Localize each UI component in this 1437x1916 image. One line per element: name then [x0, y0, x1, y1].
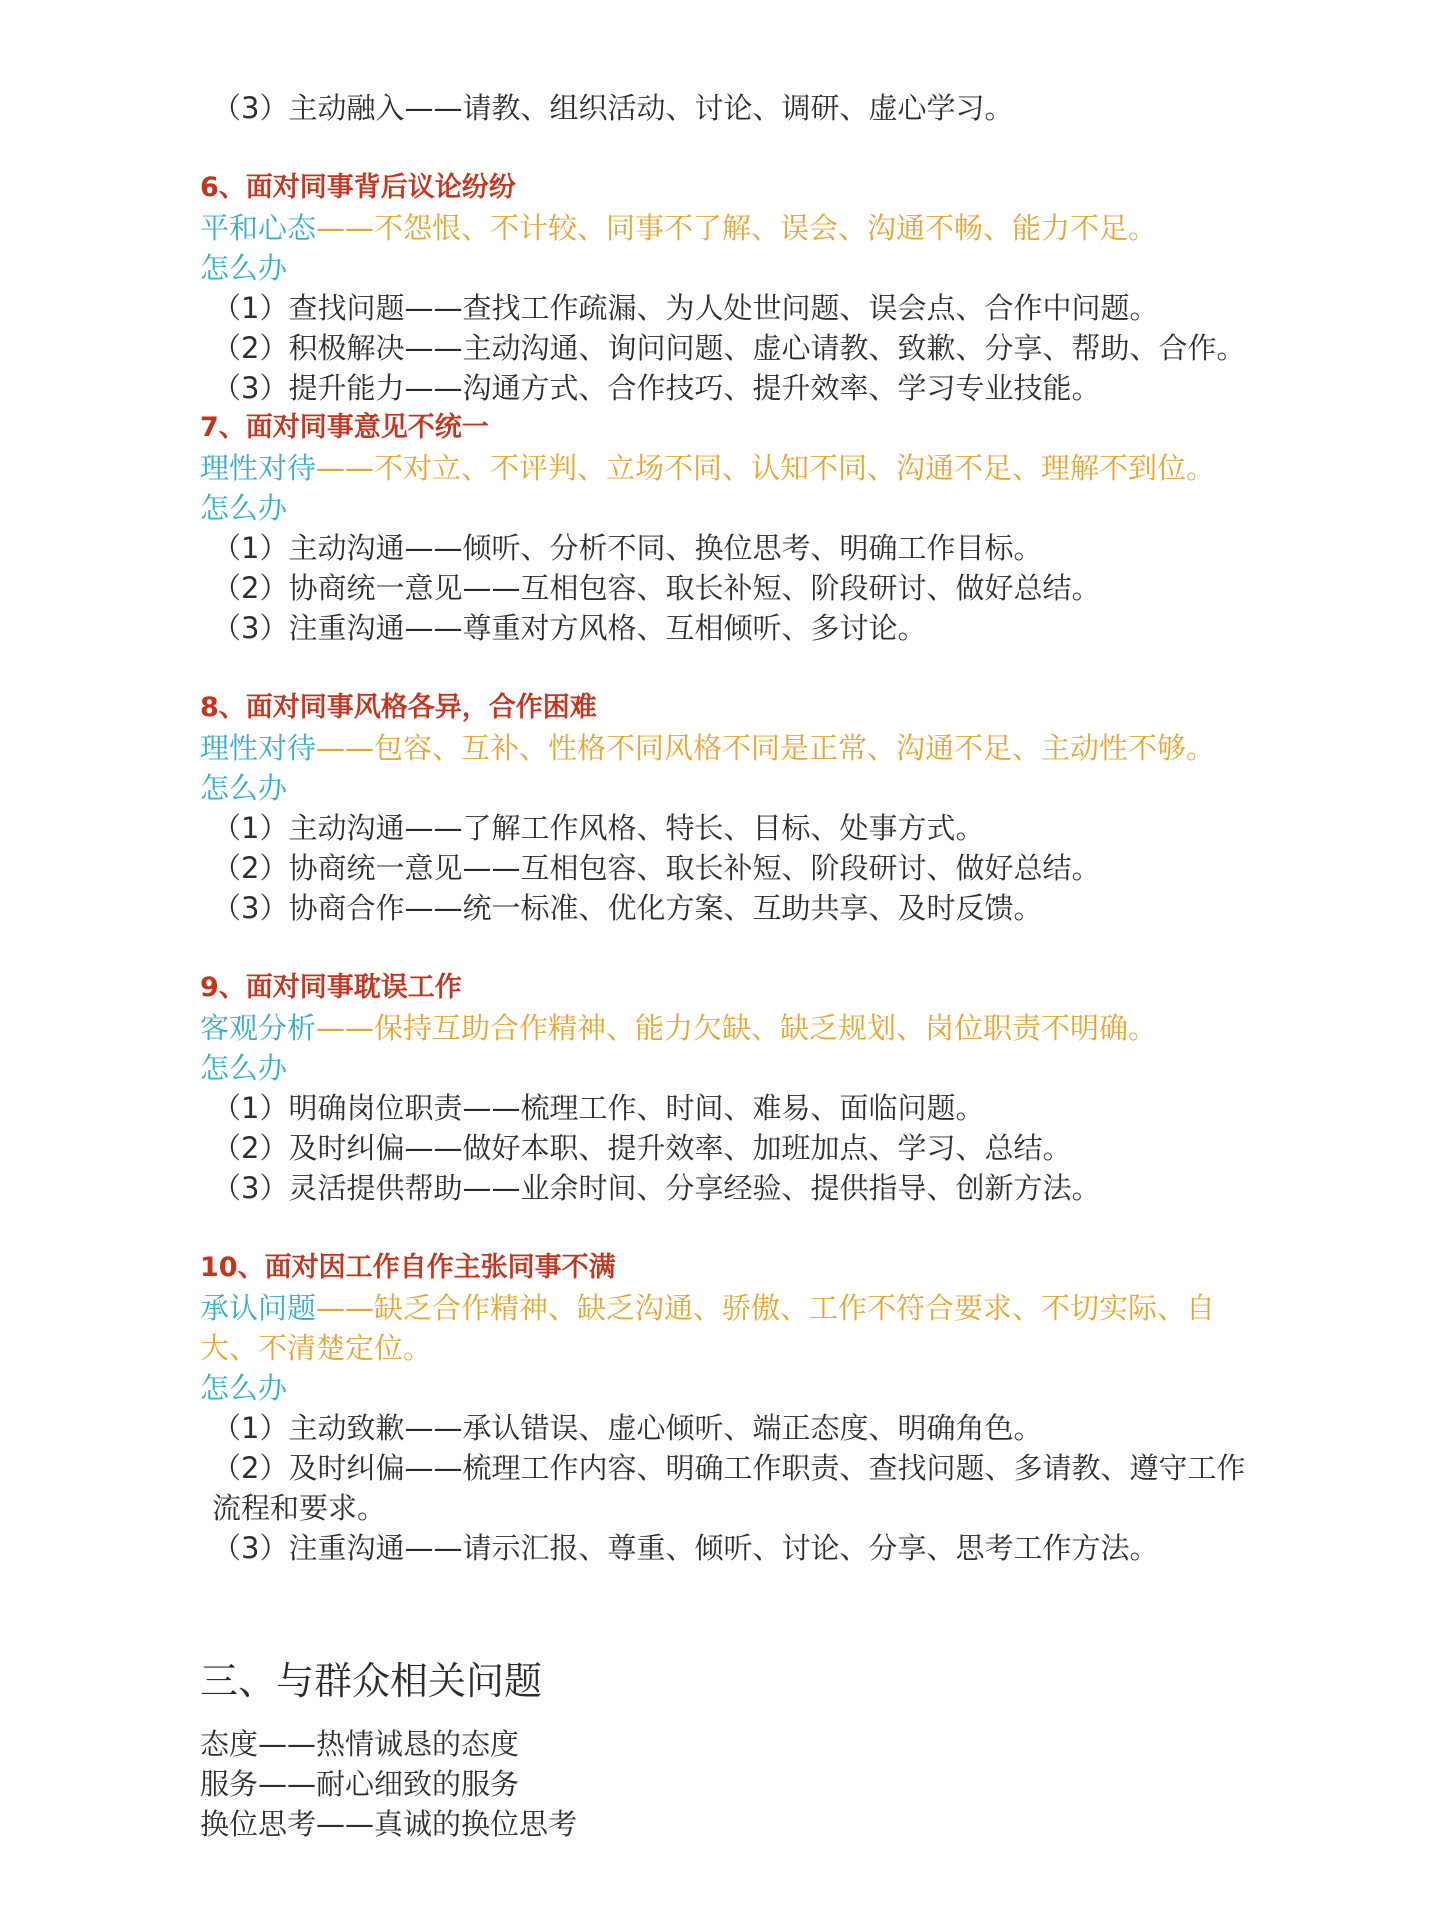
how-label: 怎么办	[200, 1371, 288, 1405]
part-3-title: 三、与群众相关问题	[200, 1659, 543, 1703]
attitude-text: ——缺乏合作精神、缺乏沟通、骄傲、工作不符合要求、不切实际、自大、不清楚定位。	[200, 1291, 1216, 1365]
how-label: 怎么办	[200, 491, 288, 525]
attitude-text: ——不怨恨、不计较、同事不了解、误会、沟通不畅、能力不足。	[316, 211, 1158, 245]
part-3-line: 服务——耐心细致的服务	[200, 1767, 520, 1801]
attitude-label: 理性对待	[200, 451, 317, 485]
list-item: （1）主动沟通——了解工作风格、特长、目标、处事方式。	[212, 811, 985, 845]
document-page	[200, 88, 1260, 1844]
section-10-title: 10、面对因工作自作主张同事不满	[200, 1252, 616, 1283]
section-7-attitude	[200, 448, 1260, 488]
section-6-attitude	[200, 208, 1260, 248]
list-item: （3）注重沟通——请示汇报、尊重、倾听、讨论、分享、思考工作方法。	[212, 1531, 1159, 1565]
section-6-title: 6、面对同事背后议论纷纷	[200, 172, 516, 203]
spacer	[200, 1568, 1260, 1656]
list-item: （3）注重沟通——尊重对方风格、互相倾听、多讨论。	[212, 611, 927, 645]
attitude-text: ——不对立、不评判、立场不同、认知不同、沟通不足、理解不到位。	[316, 451, 1216, 485]
section-9-attitude	[200, 1008, 1260, 1048]
list-item: （1）查找问题——查找工作疏漏、为人处世问题、误会点、合作中问题。	[212, 291, 1159, 325]
section-10-attitude	[200, 1288, 1260, 1368]
spacer	[200, 128, 1260, 168]
spacer	[200, 648, 1260, 688]
how-label: 怎么办	[200, 771, 288, 805]
spacer	[200, 1208, 1260, 1248]
how-label: 怎么办	[200, 251, 288, 285]
section-8-title: 8、面对同事风格各异，合作困难	[200, 692, 597, 723]
attitude-text: ——保持互助合作精神、能力欠缺、缺乏规划、岗位职责不明确。	[316, 1011, 1158, 1045]
section-8-attitude	[200, 728, 1260, 768]
list-item: （3）提升能力——沟通方式、合作技巧、提升效率、学习专业技能。	[212, 371, 1101, 405]
section-7-title: 7、面对同事意见不统一	[200, 412, 489, 443]
attitude-label: 理性对待	[200, 731, 317, 765]
part-3-line: 换位思考——真诚的换位思考	[200, 1807, 578, 1841]
attitude-label: 客观分析	[200, 1011, 317, 1045]
list-item: （2）及时纠偏——梳理工作内容、明确工作职责、查找问题、多请教、遵守工作流程和要求。	[212, 1451, 1246, 1525]
top-item: （3）主动融入——请教、组织活动、讨论、调研、虚心学习。	[212, 91, 1014, 125]
list-item: （3）协商合作——统一标准、优化方案、互助共享、及时反馈。	[212, 891, 1043, 925]
attitude-label: 平和心态	[200, 211, 317, 245]
list-item: （2）协商统一意见——互相包容、取长补短、阶段研讨、做好总结。	[212, 851, 1101, 885]
attitude-text: ——包容、互补、性格不同风格不同是正常、沟通不足、主动性不够。	[316, 731, 1216, 765]
part-3-line: 态度——热情诚恳的态度	[200, 1727, 520, 1761]
attitude-label: 承认问题	[200, 1291, 317, 1325]
section-9-title: 9、面对同事耽误工作	[200, 972, 462, 1003]
list-item: （1）主动沟通——倾听、分析不同、换位思考、明确工作目标。	[212, 531, 1043, 565]
list-item: （1）明确岗位职责——梳理工作、时间、难易、面临问题。	[212, 1091, 985, 1125]
list-item: （3）灵活提供帮助——业余时间、分享经验、提供指导、创新方法。	[212, 1171, 1101, 1205]
how-label: 怎么办	[200, 1051, 288, 1085]
spacer	[200, 928, 1260, 968]
list-item: （1）主动致歉——承认错误、虚心倾听、端正态度、明确角色。	[212, 1411, 1043, 1445]
list-item: （2）协商统一意见——互相包容、取长补短、阶段研讨、做好总结。	[212, 571, 1101, 605]
list-item: （2）积极解决——主动沟通、询问问题、虚心请教、致歉、分享、帮助、合作。	[212, 331, 1246, 365]
list-item: （2）及时纠偏——做好本职、提升效率、加班加点、学习、总结。	[212, 1131, 1072, 1165]
